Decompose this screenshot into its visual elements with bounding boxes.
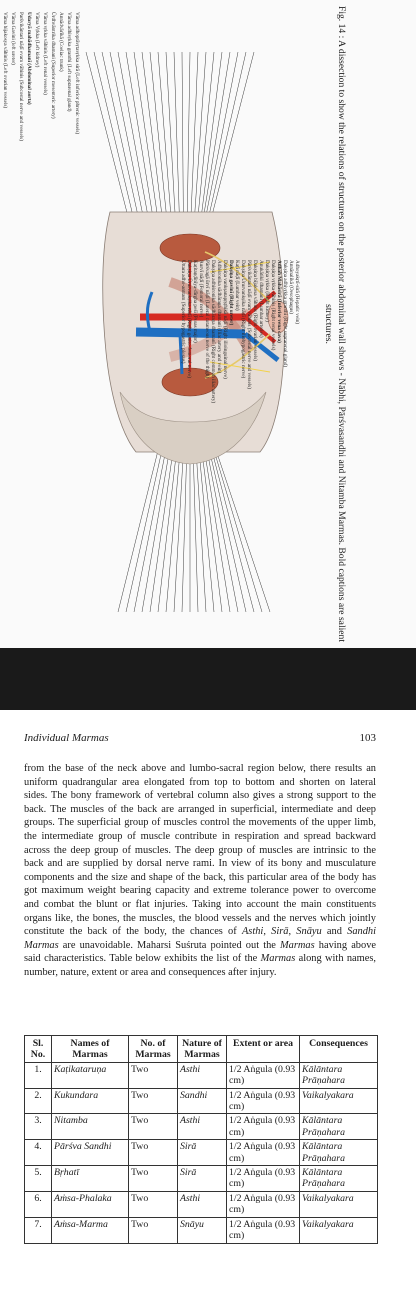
label-8: Vāma Gavini (left ureter)	[10, 12, 16, 65]
label-r4: Dakṣiṇa vṛkka vāhinis (Right renal vessels)	[270, 260, 276, 351]
text-page	[0, 710, 416, 1291]
cell-nature: Sandhi	[178, 1088, 227, 1114]
cell-sl: 6.	[25, 1191, 52, 1217]
table-row	[25, 1114, 378, 1140]
cell-sl: 4.	[25, 1140, 52, 1166]
cell-extent: 1/2 Aṅgula (0.93 cm)	[227, 1166, 300, 1192]
running-head: Individual Marmas	[24, 732, 109, 744]
label-r0: Adhoyakṛtī-sirā (Hepatic vein)	[294, 260, 300, 324]
header-names: Names of Marmas	[52, 1036, 129, 1063]
label-r16: Aurvī nāḍī (Femoral nerve)	[198, 260, 204, 318]
body-text-3: having above said characteristics. Table below exhibits the list of the	[24, 939, 377, 965]
table-row	[25, 1166, 378, 1192]
table-row	[25, 1140, 378, 1166]
label-r8: Pārśvikāntari nāḍī evam vāhinis (Subcostal nerve and vessels)	[246, 260, 252, 389]
cell-nature: Sirā	[178, 1166, 227, 1192]
header-number: No. of Marmas	[129, 1036, 178, 1063]
term-sira: Sirā	[271, 926, 289, 938]
cell-extent: 1/2 Aṅgula (0.93 cm)	[227, 1114, 300, 1140]
label-1: Vāma adhivṛkka granthi (Left suprarenal gland)	[66, 12, 72, 112]
label-7: Paršvikāntari nāḍī evam vāhinis (Subcostal nerve and vessels)	[18, 12, 24, 141]
cell-consequence: Vaikalyakara	[300, 1088, 378, 1114]
cell-number: Two	[129, 1217, 178, 1243]
label-3: Ūrdhvāntrika dhamani (Superior mesenteric artery)	[50, 12, 56, 119]
cell-consequence: Kālāntara Prāṇahara	[300, 1140, 378, 1166]
label-4: Vāma vṛkka vāhinis (Left renal vessels)	[42, 12, 48, 95]
marma-table	[24, 1035, 378, 1244]
table-header-row	[25, 1036, 378, 1063]
label-5: Vāma Vṛkka (Left kidney)	[34, 12, 40, 68]
header-sl-no: Sl. No.	[25, 1036, 52, 1063]
label-r2: Dakṣiṇa adhivṛkka granthi (Right suprarenal gland)	[282, 260, 288, 368]
cell-extent: 1/2 Aṅgula (0.93 cm)	[227, 1140, 300, 1166]
cell-consequence: Kālāntara Prāṇahara	[300, 1114, 378, 1140]
body-text-4: along with names, number, nature, extent or area and consequences after injury.	[24, 953, 376, 978]
term-sandhi-marmas: Sandhi Marmas	[24, 926, 377, 951]
cell-nature: Asthi	[178, 1191, 227, 1217]
label-r10: Kaṭī nāḍī (Lumbar vein)	[234, 260, 240, 311]
cell-consequence: Kālāntara Prāṇahara	[300, 1062, 378, 1088]
cell-extent: 1/2 Aṅgula (0.93 cm)	[227, 1088, 300, 1114]
left-kidney	[160, 234, 220, 262]
cell-nature: Snāyu	[178, 1217, 227, 1243]
cell-sl: 3.	[25, 1114, 52, 1140]
body-text-2: are unavoidable. Maharsi Suśruta pointed out the	[58, 939, 281, 951]
term-marmas-1: Marmas	[280, 939, 315, 951]
cell-number: Two	[129, 1062, 178, 1088]
header-extent: Extent or area	[227, 1036, 300, 1063]
label-r11: Dakṣiṇa gavinī (Right ureter)	[228, 260, 234, 326]
cell-number: Two	[129, 1191, 178, 1217]
cell-consequence: Kālāntara Prāṇahara	[300, 1166, 378, 1192]
label-r3: Adhah Mahāsirā (Inferior vena cava)	[276, 260, 282, 343]
body-text-1: from the base of the neck above and lumbo-sacral region below, there results an uniform quadrangular area elongated from top to bottom and shorten on lateral sides. The bony framework of vertebral column also gives a strong support to the back. The muscles of the back are arranged in superficial, intermediate and deep groups. The superficial group of muscles control the movements of the upper limb, the intermediate group of muscle contribute in respiration and spread backward across the deep group of muscles. The deep group of muscles are intrinsic to the back and are supplied by dorsal nerve rami. In view of its bony and musculature components and the size and shape of the back, this particular area of the body has got maximum weight bearing capacity and extreme tolerance power to overcome and combat the blunt or flat injuries. Taking into account the main constituents organs like, the bones, the muscles, the blood vessels and the nerves which jointly constitute the back of the body, the chances of	[24, 763, 376, 938]
label-6: Udaryā mahādhamanī (Abdominal aorta)	[26, 12, 32, 105]
cell-nature: Asthi	[178, 1062, 227, 1088]
cell-name: Pārśva Sandhi	[52, 1140, 129, 1166]
sep-1: ,	[263, 926, 272, 938]
cell-consequence: Vaikalyakara	[300, 1217, 378, 1243]
cell-name: Aṁsa-Marma	[52, 1217, 129, 1243]
label-0: Vāma adhoprāvṛtavṛkka sirā (Left inferior phrenic vessels)	[74, 12, 80, 135]
cell-nature: Sirā	[178, 1140, 227, 1166]
label-2: Annādvārīkā (Coeliac trunk)	[58, 12, 64, 72]
term-asthi: Asthi	[241, 926, 264, 938]
cell-number: Two	[129, 1140, 178, 1166]
cell-name: Nitamba	[52, 1114, 129, 1140]
cell-nature: Asthi	[178, 1114, 227, 1140]
label-r1: Annānalikā (Oesophagus)	[288, 260, 294, 315]
cell-sl: 7.	[25, 1217, 52, 1243]
label-r15: Pārśvagā ūrvī nāḍī (Lateral cutaneous nerve of the thigh)	[204, 260, 210, 379]
cell-sl: 5.	[25, 1166, 52, 1192]
cell-extent: 1/2 Aṅgula (0.93 cm)	[227, 1062, 300, 1088]
term-marmas-2: Marmas	[260, 953, 296, 965]
label-r17: Kaṭitaṇḍīnīya-dīrgha peśī (Psoas major)	[192, 260, 198, 343]
table-row	[25, 1191, 378, 1217]
cell-name: Kaṭikataruṇa	[52, 1062, 129, 1088]
label-r14: Dakṣiṇa adhiśronika sādhāraṇa dhamanī (Right common iliac artery)	[210, 260, 216, 404]
cell-sl: 1.	[25, 1062, 52, 1088]
body-paragraph	[24, 762, 376, 980]
label-9: Vāma bijakosya vāhinis (Left ovarian vessels)	[2, 12, 8, 109]
label-r13: Adhiśronika sādhāraṇa dhamani (Iliac artery and vein)	[216, 260, 222, 374]
label-r19: Uttara adho-antram (Superior hypogastric plexus)	[180, 260, 186, 364]
sep-3: and	[321, 926, 348, 938]
page-number: 103	[359, 732, 376, 744]
table-row	[25, 1088, 378, 1114]
term-snayu: Snāyu	[296, 926, 322, 938]
header-consequences: Consequences	[300, 1036, 378, 1063]
table-row	[25, 1062, 378, 1088]
table-row	[25, 1217, 378, 1243]
label-r12: Dakṣiṇa vankṣanapṛṣṭhikā nāḍī (Right ilioinguinal nerve)	[222, 260, 228, 379]
label-r7: Dakṣiṇa bījakosa vāhinis (Right ovarian vessels)	[252, 260, 258, 361]
figure-caption: Fig. 14 : A dissection to show the relations of structures on the posterior abdominal wall shows - Nābhi, Pārśvasandhi and Nitamba Marmas. Bold captions are salient structures.	[323, 5, 347, 642]
cell-number: Two	[129, 1166, 178, 1192]
label-r5: Dakṣiṇa vṛkka (Right kidney)	[264, 260, 270, 322]
cell-consequence: Vaikalyakara	[300, 1191, 378, 1217]
header-nature: Nature of Marmas	[178, 1036, 227, 1063]
cell-extent: 1/2 Aṅgula (0.93 cm)	[227, 1217, 300, 1243]
cell-name: Kukundara	[52, 1088, 129, 1114]
cell-sl: 2.	[25, 1088, 52, 1114]
sep-2: ,	[288, 926, 297, 938]
cell-extent: 1/2 Aṅgula (0.93 cm)	[227, 1191, 300, 1217]
label-r9: Dakṣiṇa Ūrurvankṣika nāḍī (Right iliohypogastric nerve)	[240, 260, 246, 379]
page-separator	[0, 648, 416, 710]
label-r6: Anukātiki dhamani (Lumbar arteries)	[258, 260, 264, 338]
cell-name: Bṛhatī	[52, 1166, 129, 1192]
cell-number: Two	[129, 1088, 178, 1114]
label-r18: Dakṣiṇa Ūrurvankṣika nāḍī (Right genito-femoral nerve)	[186, 260, 192, 378]
cell-name: Aṁsa-Phalaka	[52, 1191, 129, 1217]
cell-number: Two	[129, 1114, 178, 1140]
